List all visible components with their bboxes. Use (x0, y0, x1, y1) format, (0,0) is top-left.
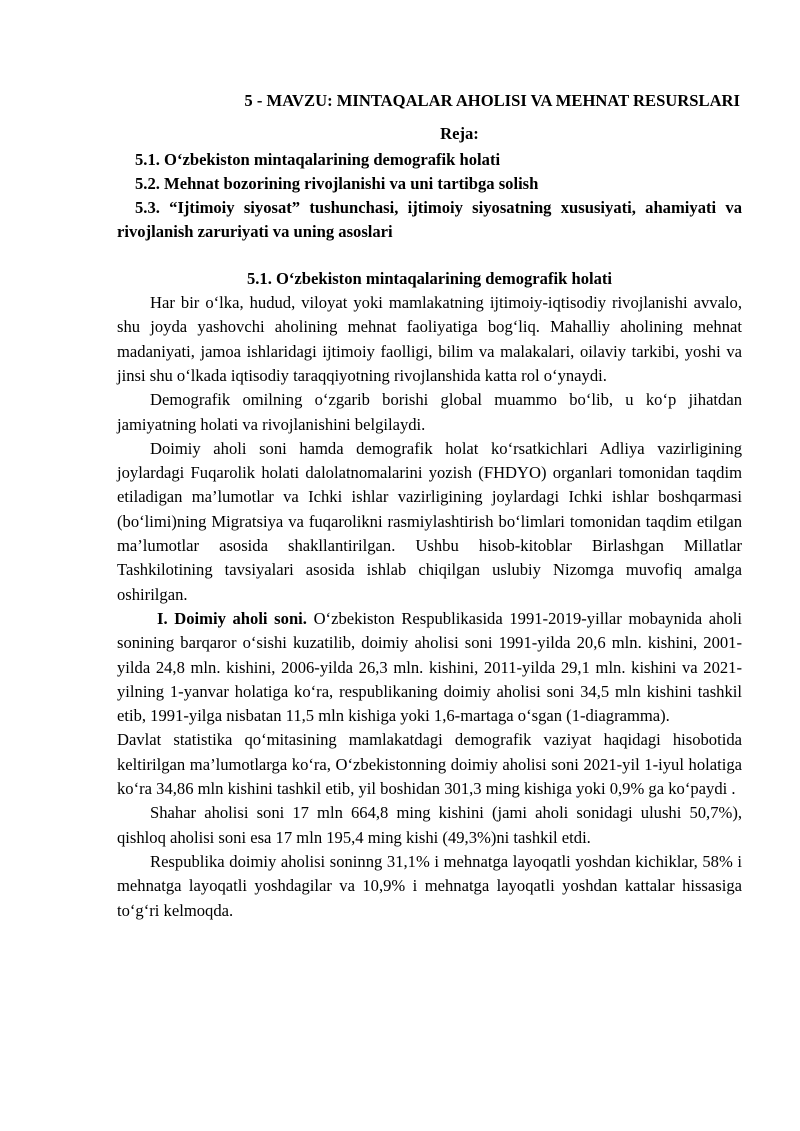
plan-item: 5.1. O‘zbekiston mintaqalarining demografik holati (135, 149, 501, 169)
paragraph: Davlat statistika qo‘mitasining mamlakatdagi demografik vaziyat haqidagi hisobotida keltirilgan ma’lumotlarga ko‘ra, O‘zbekistonning doimiy aholisi soni 2021-yil 1-iyul holatiga ko‘ra 34,86 mln kishini tashkil etib, yil boshidan 301,3 ming kishiga yoki 0,9% ga ko‘paydi . (117, 730, 742, 799)
item-one-label: I. Doimiy aholi soni. (157, 608, 307, 628)
paragraph: Respublika doimiy aholisi soninng 31,1% i mehnatga layoqatli yoshdan kichiklar, 58% i mehnatga layoqatli yoshdagilar va 10,9% i mehnatga layoqatli yoshdan kattalar hissasiga to‘g‘ri kelmoqda. (117, 851, 742, 920)
plan-item: 5.3. “Ijtimoiy siyosat” tushunchasi, ijtimoiy siyosatning xususiyati, ahamiyati va rivojlanish zaruriyati va uning asoslari (117, 198, 742, 242)
plan-list (117, 148, 742, 245)
paragraph: Doimiy aholi soni hamda demografik holat ko‘rsatkichlari Adliya vazirligining joylardagi Fuqarolik holati dalolatnomalarini yozish (FHDYO) organlari tomonidan taqdim etiladigan ma’lumotlar va Ichki ishlar vazirligining joylardagi Ichki ishlar boshqarmasi (bo‘limi)ning Migratsiya va fuqarolikni rasmiylashtirish bo‘limlari tomonidan taqdim etilgan ma’lumotlar asosida shakllantirilgan. Ushbu hisob-kitoblar Birlashgan Millatlar Tashkilotining tavsiyalari asosida ishlab chiqilgan uslubiy Nizomga muvofiq amalga oshirilgan. (117, 438, 742, 604)
paragraph-item-one (117, 607, 742, 728)
paragraph: Har bir o‘lka, hudud, viloyat yoki mamlakatning ijtimoiy-iqtisodiy rivojlanishi avvalo, shu joyda yashovchi aholining mehnat faoliyatiga bog‘liq. Mahalliy aholining mehnat madaniyati, jamoa ishlaridagi ijtimoiy faolligi, bilim va malakalari, oilaviy tarkibi, yoshi va jinsi shu o‘lkada iqtisodiy taraqqiyotning rivojlanshida katta rol o‘ynaydi. (117, 293, 742, 385)
section-heading: 5.1. O‘zbekiston mintaqalarining demografik holati (246, 268, 613, 288)
plan-item: 5.2. Mehnat bozorining rivojlanishi va uni tartibga solish (135, 173, 539, 193)
item-one-text: O‘zbekiston Respublikasida 1991-2019-yillar mobaynida aholi sonining barqaror o‘sishi kuzatilib, doimiy aholisi soni 1991-yilda 20,6 mln. kishini, 2001-yilda 24,8 mln. kishini, 2006-yilda 26,3 mln. kishini, 2011-yilda 29,1 mln. kishini va 2021-yilning 1-yanvar holatiga ko‘ra, respublikaning doimiy aholisi soni 34,5 mln kishini tashkil etib, 1991-yilga nisbatan 11,5 mln kishiga yoki 1,6-martaga o‘sgan (1-diagramma). (117, 608, 742, 726)
page-title: 5 - MAVZU: MINTAQALAR AHOLISI VA MEHNAT RESURSLARI (244, 91, 740, 110)
document-body (117, 89, 742, 923)
paragraph: Shahar aholisi soni 17 mln 664,8 ming kishini (jami aholi sonidagi ulushi 50,7%), qishloq aholisi soni esa 17 mln 195,4 ming kishi (49,3%)ni tashkil etdi. (117, 803, 742, 847)
plan-heading: Reja: (440, 124, 479, 144)
paragraph: Demografik omilning o‘zgarib borishi global muammo bo‘lib, u ko‘p jihatdan jamiyatning holati va rivojlanishini belgilaydi. (117, 390, 742, 434)
